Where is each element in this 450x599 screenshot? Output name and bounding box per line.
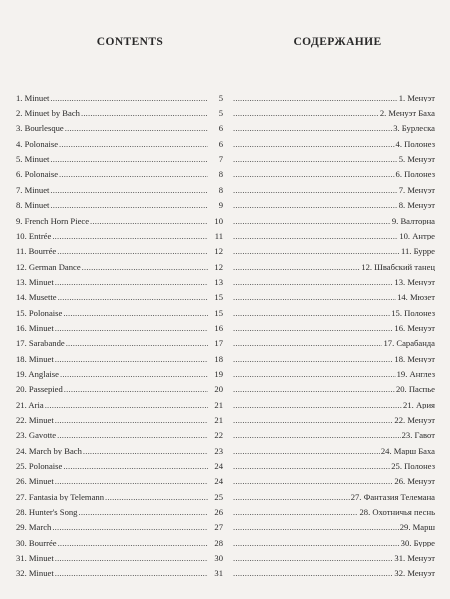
contents-entry xyxy=(16,317,223,332)
contents-entry xyxy=(16,517,223,532)
contents-entry xyxy=(16,133,223,148)
entry-page-number: 21 xyxy=(214,399,223,410)
entry-title: 17. Сарабанда xyxy=(383,338,435,348)
entry-page-number: 18 xyxy=(214,353,223,364)
entry-page-number: 17 xyxy=(214,338,223,348)
dot-leader xyxy=(52,523,208,532)
dot-leader xyxy=(233,201,398,210)
entry-page-number: 25 xyxy=(214,491,223,502)
entry-title: 20. Passepied xyxy=(16,384,63,394)
dot-leader xyxy=(233,339,382,348)
contents-entry xyxy=(16,486,223,501)
soderzhanie-entry xyxy=(233,302,435,317)
dot-leader xyxy=(58,293,208,302)
entry-title: 27. Fantasia by Telemann xyxy=(16,491,105,502)
entry-title: 32. Менуэт xyxy=(394,568,435,578)
dot-leader xyxy=(55,324,208,333)
soderzhanie-entry xyxy=(233,118,435,133)
soderzhanie-entry xyxy=(233,440,435,455)
entry-page-number: 15 xyxy=(214,307,223,318)
entry-title: 28. Охотничья песнь xyxy=(359,507,435,517)
dot-leader xyxy=(57,431,208,440)
entry-title: 31. Minuet xyxy=(16,553,54,563)
entry-title: 22. Minuet xyxy=(16,414,54,425)
entry-title: 15. Polonaise xyxy=(16,307,63,318)
soderzhanie-entry xyxy=(233,425,435,440)
soderzhanie-entry xyxy=(233,379,435,394)
entry-page-number: 8 xyxy=(218,184,223,195)
entry-page-number: 31 xyxy=(214,568,223,578)
entry-title: 30. Bourrée xyxy=(16,537,57,548)
soderzhanie-entry xyxy=(233,394,435,409)
soderzhanie-entry xyxy=(233,240,435,255)
dot-leader xyxy=(52,232,208,241)
dot-leader xyxy=(83,447,208,456)
entry-title: 23. Gavotte xyxy=(16,430,57,440)
entry-title: 18. Менуэт xyxy=(394,353,435,364)
entry-title: 11. Bourrée xyxy=(16,246,57,256)
entry-page-number: 12 xyxy=(214,261,223,272)
dot-leader xyxy=(233,94,398,103)
soderzhanie-entry xyxy=(233,210,435,225)
contents-list-russian xyxy=(233,87,435,578)
entry-page-number: 23 xyxy=(214,445,223,456)
entry-page-number: 22 xyxy=(214,430,223,440)
soderzhanie-entry xyxy=(233,286,435,301)
dot-leader xyxy=(50,155,208,164)
entry-title: 16. Minuet xyxy=(16,322,54,333)
contents-entry xyxy=(16,471,223,486)
soderzhanie-entry xyxy=(233,563,435,578)
dot-leader xyxy=(233,431,401,440)
dot-leader xyxy=(59,140,208,149)
contents-entry xyxy=(16,563,223,578)
dot-leader xyxy=(82,263,208,272)
contents-entry xyxy=(16,363,223,378)
entry-page-number: 10 xyxy=(214,215,223,226)
entry-title: 25. Полонез xyxy=(391,461,435,471)
dot-leader xyxy=(50,186,208,195)
soderzhanie-entry xyxy=(233,517,435,532)
contents-entry xyxy=(16,87,223,102)
contents-entry xyxy=(16,148,223,163)
entry-page-number: 16 xyxy=(214,322,223,333)
contents-entry xyxy=(16,210,223,225)
dot-leader xyxy=(233,155,398,164)
entry-title: 13. Менуэт xyxy=(394,276,435,287)
entry-title: 17. Sarabande xyxy=(16,338,65,348)
dot-leader xyxy=(65,124,208,133)
dot-leader xyxy=(81,109,208,118)
entry-page-number: 5 xyxy=(218,108,223,118)
entry-title: 3. Bourlesque xyxy=(16,123,64,134)
entry-title: 29. Марш xyxy=(399,522,435,532)
contents-entry xyxy=(16,409,223,424)
entry-title: 12. German Dance xyxy=(16,261,81,272)
dot-leader xyxy=(66,339,208,348)
dot-leader xyxy=(233,462,390,471)
contents-entry xyxy=(16,271,223,286)
entry-title: 9. French Horn Piece xyxy=(16,215,90,226)
contents-entry xyxy=(16,333,223,348)
entry-page-number: 27 xyxy=(214,522,223,532)
dot-leader xyxy=(233,109,379,118)
soderzhanie-entry xyxy=(233,409,435,424)
dot-leader xyxy=(64,385,208,394)
entry-page-number: 30 xyxy=(214,553,223,563)
soderzhanie-entry xyxy=(233,87,435,102)
contents-entry xyxy=(16,302,223,317)
contents-entry xyxy=(16,102,223,117)
entry-title: 21. Ария xyxy=(403,399,435,410)
dot-leader xyxy=(233,554,393,563)
dot-leader xyxy=(63,462,208,471)
dot-leader xyxy=(58,539,208,548)
entry-title: 22. Менуэт xyxy=(394,414,435,425)
soderzhanie-entry xyxy=(233,271,435,286)
dot-leader xyxy=(45,401,208,410)
dot-leader xyxy=(55,477,208,486)
entry-page-number: 28 xyxy=(214,537,223,548)
contents-entry xyxy=(16,425,223,440)
entry-page-number: 7 xyxy=(218,154,223,164)
dot-leader xyxy=(233,232,398,241)
entry-title: 18. Minuet xyxy=(16,353,54,364)
entry-title: 5. Менуэт xyxy=(398,154,435,164)
dot-leader xyxy=(55,278,208,287)
soderzhanie-entry xyxy=(233,148,435,163)
dot-leader xyxy=(233,293,396,302)
dot-leader xyxy=(233,186,398,195)
contents-entry xyxy=(16,118,223,133)
entry-title: 1. Менуэт xyxy=(398,92,435,103)
entry-title: 14. Мюзет xyxy=(397,292,435,302)
contents-entry xyxy=(16,379,223,394)
dot-leader xyxy=(233,401,402,410)
dot-leader xyxy=(55,554,208,563)
dot-leader xyxy=(55,569,208,578)
entry-page-number: 21 xyxy=(214,414,223,425)
entry-title: 19. Англез xyxy=(396,368,435,379)
entry-title: 12. Швабский танец xyxy=(361,261,435,272)
entry-title: 32. Minuet xyxy=(16,568,54,578)
dot-leader xyxy=(233,324,393,333)
soderzhanie-entry xyxy=(233,348,435,363)
entry-page-number: 8 xyxy=(218,169,223,180)
entry-title: 16. Менуэт xyxy=(394,322,435,333)
contents-entry xyxy=(16,256,223,271)
soderzhanie-entry xyxy=(233,164,435,179)
entry-page-number: 19 xyxy=(214,368,223,379)
soderzhanie-entry xyxy=(233,133,435,148)
entry-title: 27. Фантазия Телемана xyxy=(350,491,435,502)
contents-entry xyxy=(16,455,223,470)
dot-leader xyxy=(233,124,392,133)
dot-leader xyxy=(233,355,393,364)
dot-leader xyxy=(233,247,400,256)
dot-leader xyxy=(55,355,208,364)
soderzhanie-entry xyxy=(233,471,435,486)
soderzhanie-entry xyxy=(233,532,435,547)
entry-title: 30. Бурре xyxy=(400,537,435,548)
entry-title: 26. Менуэт xyxy=(394,476,435,486)
entry-title: 9. Валторна xyxy=(391,215,435,226)
dot-leader xyxy=(233,523,399,532)
dot-leader xyxy=(233,447,380,456)
soderzhanie-heading: СОДЕРЖАНИЕ xyxy=(293,36,382,48)
contents-list-english xyxy=(16,87,223,578)
entry-page-number: 13 xyxy=(214,276,223,287)
entry-title: 6. Polonaise xyxy=(16,169,59,180)
entry-title: 7. Minuet xyxy=(16,184,50,195)
entry-page-number: 11 xyxy=(214,230,223,241)
entry-page-number: 24 xyxy=(214,461,223,471)
entry-title: 10. Entrée xyxy=(16,230,52,241)
entry-page-number: 9 xyxy=(218,200,223,210)
soderzhanie-entry xyxy=(233,486,435,501)
soderzhanie-entry xyxy=(233,333,435,348)
entry-title: 29. March xyxy=(16,522,52,532)
dot-leader xyxy=(233,170,395,179)
soderzhanie-entry xyxy=(233,225,435,240)
dot-leader xyxy=(233,140,395,149)
entry-title: 25. Polonaise xyxy=(16,461,63,471)
entry-title: 4. Polonaise xyxy=(16,138,59,149)
contents-entry xyxy=(16,532,223,547)
entry-title: 5. Minuet xyxy=(16,154,50,164)
entry-page-number: 24 xyxy=(214,476,223,486)
dot-leader xyxy=(78,508,208,517)
soderzhanie-entry xyxy=(233,256,435,271)
dot-leader xyxy=(233,493,350,502)
entry-title: 31. Менуэт xyxy=(394,553,435,563)
dot-leader xyxy=(50,201,208,210)
soderzhanie-entry xyxy=(233,194,435,209)
entry-title: 14. Musette xyxy=(16,292,57,302)
contents-entry xyxy=(16,440,223,455)
entry-page-number: 6 xyxy=(218,138,223,149)
entry-title: 10. Антре xyxy=(399,230,435,241)
dot-leader xyxy=(60,370,208,379)
entry-page-number: 15 xyxy=(214,292,223,302)
contents-entry xyxy=(16,164,223,179)
dot-leader xyxy=(57,247,208,256)
contents-entry xyxy=(16,179,223,194)
soderzhanie-entry xyxy=(233,317,435,332)
dot-leader xyxy=(55,416,208,425)
entry-page-number: 12 xyxy=(214,246,223,256)
entry-title: 24. Марш Баха xyxy=(380,445,435,456)
contents-entry xyxy=(16,501,223,516)
soderzhanie-entry xyxy=(233,179,435,194)
entry-title: 11. Бурре xyxy=(401,246,435,256)
entry-title: 2. Minuet by Bach xyxy=(16,108,80,118)
entry-title: 4. Полонез xyxy=(395,138,435,149)
dot-leader xyxy=(105,493,208,502)
entry-title: 3. Бурлеска xyxy=(393,123,435,134)
dot-leader xyxy=(59,170,208,179)
dot-leader xyxy=(90,217,208,226)
entry-title: 7. Менуэт xyxy=(398,184,435,195)
contents-entry xyxy=(16,547,223,562)
contents-entry xyxy=(16,348,223,363)
soderzhanie-entry xyxy=(233,501,435,516)
entry-title: 8. Менуэт xyxy=(398,200,435,210)
entry-title: 19. Anglaise xyxy=(16,368,59,379)
entry-page-number: 20 xyxy=(214,384,223,394)
dot-leader xyxy=(233,370,396,379)
dot-leader xyxy=(233,278,393,287)
dot-leader xyxy=(233,263,360,272)
entry-title: 21. Aria xyxy=(16,399,44,410)
dot-leader xyxy=(233,309,390,318)
dot-leader xyxy=(233,569,393,578)
dot-leader xyxy=(233,477,393,486)
entry-page-number: 26 xyxy=(214,507,223,517)
dot-leader xyxy=(63,309,208,318)
soderzhanie-entry xyxy=(233,547,435,562)
contents-entry xyxy=(16,240,223,255)
dot-leader xyxy=(233,385,395,394)
entry-title: 20. Паспье xyxy=(395,384,435,394)
entry-title: 6. Полонез xyxy=(395,169,435,180)
contents-entry xyxy=(16,225,223,240)
entry-page-number: 6 xyxy=(218,123,223,134)
entry-title: 1. Minuet xyxy=(16,92,50,103)
dot-leader xyxy=(233,508,358,517)
soderzhanie-entry xyxy=(233,102,435,117)
contents-entry xyxy=(16,394,223,409)
contents-entry xyxy=(16,194,223,209)
dot-leader xyxy=(233,539,400,548)
dot-leader xyxy=(233,217,391,226)
contents-heading: CONTENTS xyxy=(96,36,164,48)
entry-title: 15. Полонез xyxy=(391,307,435,318)
contents-entry xyxy=(16,286,223,301)
entry-title: 26. Minuet xyxy=(16,476,54,486)
soderzhanie-entry xyxy=(233,363,435,378)
entry-title: 28. Hunter's Song xyxy=(16,507,78,517)
entry-title: 23. Гавот xyxy=(401,430,435,440)
entry-title: 8. Minuet xyxy=(16,200,50,210)
entry-title: 24. March by Bach xyxy=(16,445,82,456)
dot-leader xyxy=(50,94,208,103)
soderzhanie-entry xyxy=(233,455,435,470)
dot-leader xyxy=(233,416,393,425)
entry-title: 2. Менуэт Баха xyxy=(379,108,435,118)
entry-title: 13. Minuet xyxy=(16,276,54,287)
entry-page-number: 5 xyxy=(218,92,223,103)
